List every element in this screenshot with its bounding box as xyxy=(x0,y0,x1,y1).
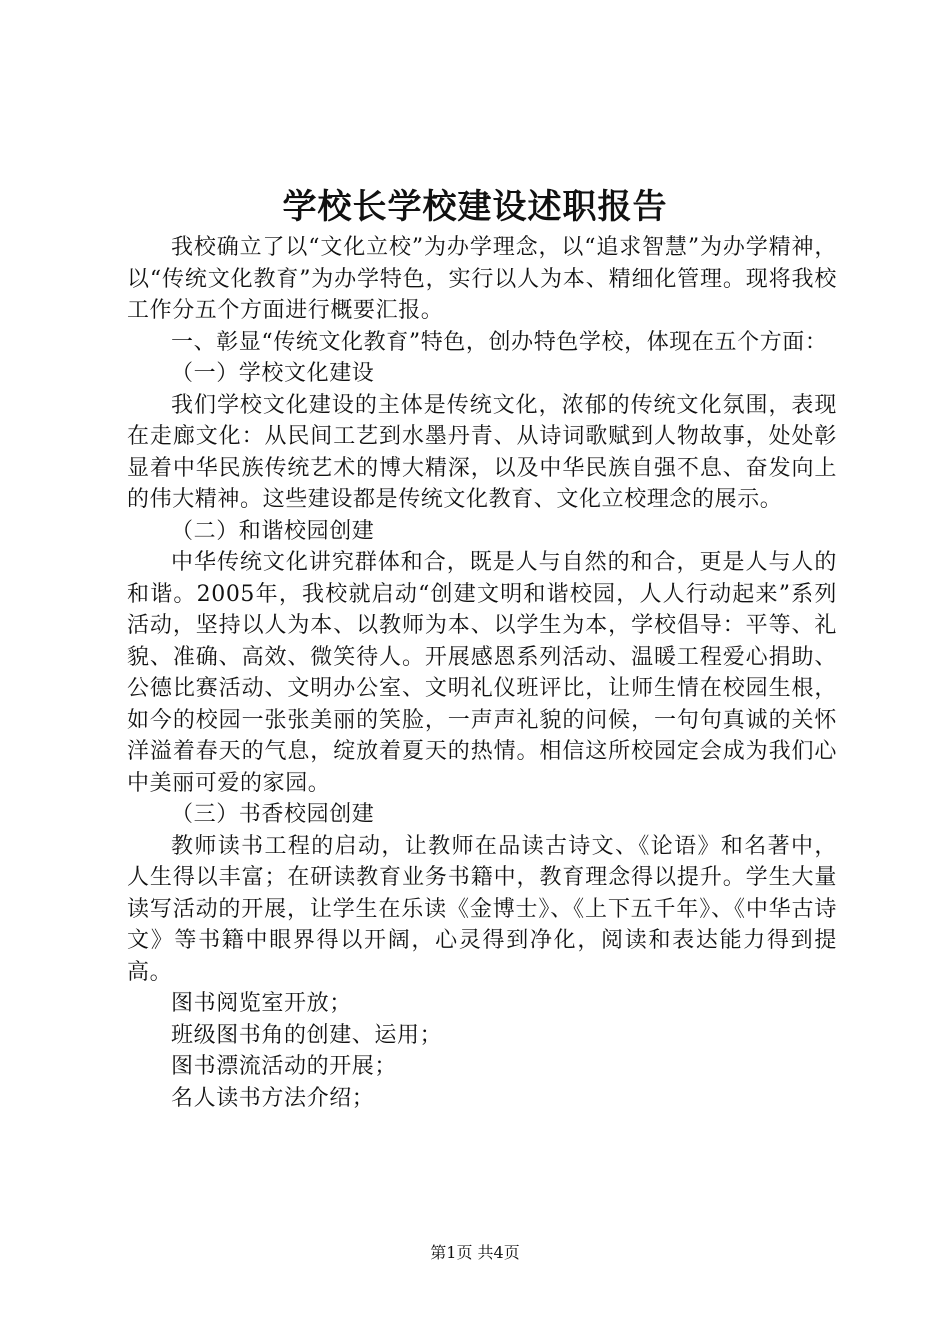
section-heading-1: 一、彰显“传统文化教育”特色，创办特色学校，体现在五个方面： xyxy=(171,329,828,355)
list-item: 名人读书方法介绍； xyxy=(171,1085,375,1111)
subsection-heading-3: （三）书香校园创建 xyxy=(171,802,375,827)
subsection-heading-1: （一）学校文化建设 xyxy=(171,361,375,386)
list-item: 班级图书角的创建、运用； xyxy=(171,1022,443,1048)
paragraph-reading: 教师读书工程的启动，让教师在品读古诗文、《论语》和名著中，人生得以丰富；在研读教育业务书籍中，教育理念得以提升。学生大量读写活动的开展，让学生在乐读《金博士》、《上下五千年》、《中华古诗文》等书籍中眼界得以开阔，心灵得到净化，阅读和表达能力得到提高。 xyxy=(127,833,837,985)
list-item: 图书漂流活动的开展； xyxy=(171,1054,398,1079)
document-body xyxy=(127,232,837,1114)
list-item: 图书阅览室开放； xyxy=(171,991,352,1016)
document-title: 学校长学校建设述职报告 xyxy=(282,187,668,227)
paragraph-culture: 我们学校文化建设的主体是传统文化，浓郁的传统文化氛围，表现在走廊文化：从民间工艺到水墨丹青、从诗词歌赋到人物故事，处处彰显着中华民族传统艺术的博大精深，以及中华民族自强不息、奋发向上的伟大精神。这些建设都是传统文化教育、文化立校理念的展示。 xyxy=(127,392,837,512)
subsection-heading-2: （二）和谐校园创建 xyxy=(171,518,375,544)
paragraph-harmony: 中华传统文化讲究群体和合，既是人与自然的和合，更是人与人的和谐。2005年，我校就启动“创建文明和谐校园，人人行动起来”系列活动，坚持以人为本、以教师为本、以学生为本，学校倡导：平等、礼貌、准确、高效、微笑待人。开展感恩系列活动、温暖工程爱心捐助、公德比赛活动、文明办公室、文明礼仪班评比，让师生情在校园生根，如今的校园一张张美丽的笑脸，一声声礼貌的问候，一句句真诚的关怀洋溢着春天的气息，绽放着夏天的热情。相信这所校园定会成为我们心中美丽可爱的家园。 xyxy=(127,550,837,796)
page-number: 第1页 共4页 xyxy=(430,1243,520,1262)
paragraph-intro: 我校确立了以“文化立校”为办学理念，以“追求智慧”为办学精神，以“传统文化教育”为办学特色，实行以人为本、精细化管理。现将我校工作分五个方面进行概要汇报。 xyxy=(127,235,837,323)
